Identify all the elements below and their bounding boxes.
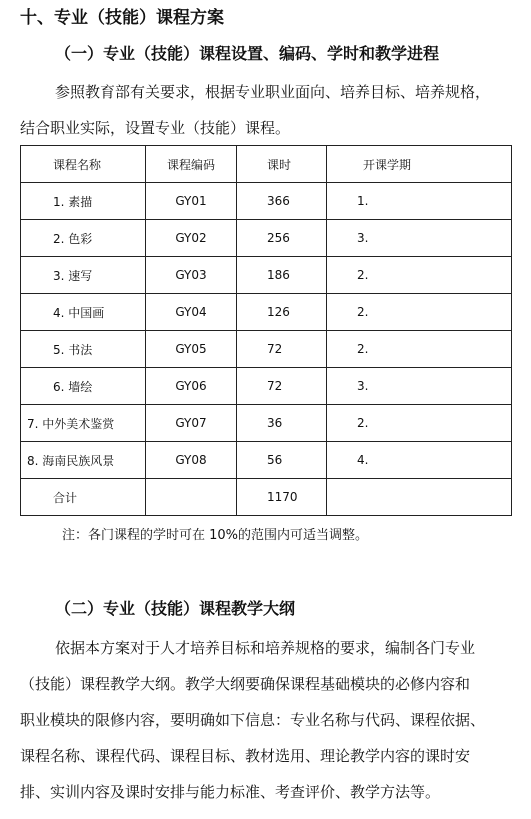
cell-term: 1.	[327, 183, 512, 220]
table-row	[21, 405, 512, 442]
cell-term: 2.	[327, 294, 512, 331]
table-row	[21, 220, 512, 257]
cell-term: 2.	[327, 405, 512, 442]
table-row	[21, 183, 512, 220]
cell-total-hours: 1170	[237, 479, 327, 516]
cell-total-label: 合计	[21, 479, 146, 516]
cell-course-name: 2. 色彩	[21, 220, 146, 257]
cell-course-code: GY02	[146, 220, 237, 257]
header-term: 开课学期	[327, 146, 512, 183]
subsection-title-course-setup: （一）专业（技能）课程设置、编码、学时和教学进程	[55, 44, 440, 63]
cell-course-code: GY03	[146, 257, 237, 294]
cell-term: 4.	[327, 442, 512, 479]
cell-course-name: 6. 墙绘	[21, 368, 146, 405]
paragraph-line: 职业模块的限修内容，要明确如下信息：专业名称与代码、课程依据、	[20, 711, 486, 729]
cell-hours: 56	[237, 442, 327, 479]
cell-course-name: 4. 中国画	[21, 294, 146, 331]
cell-course-name: 5. 书法	[21, 331, 146, 368]
course-table	[20, 145, 512, 516]
cell-course-name: 3. 速写	[21, 257, 146, 294]
cell-hours: 72	[237, 331, 327, 368]
header-hours: 课时	[237, 146, 327, 183]
subsection-title-syllabus: （二）专业（技能）课程教学大纲	[55, 599, 296, 618]
paragraph-line: 结合职业实际，设置专业（技能）课程。	[20, 119, 291, 137]
cell-course-code: GY07	[146, 405, 237, 442]
table-row	[21, 368, 512, 405]
cell-course-code: GY05	[146, 331, 237, 368]
paragraph-line: 依据本方案对于人才培养目标和培养规格的要求，编制各门专业	[55, 639, 476, 657]
cell-term: 2.	[327, 331, 512, 368]
cell-course-name: 1. 素描	[21, 183, 146, 220]
cell-hours: 126	[237, 294, 327, 331]
paragraph-line: （技能）课程教学大纲。教学大纲要确保课程基础模块的必修内容和	[20, 675, 471, 693]
cell-hours: 256	[237, 220, 327, 257]
cell-total-term	[327, 479, 512, 516]
paragraph-line: 参照教育部有关要求，根据专业职业面向、培养目标、培养规格，	[55, 83, 491, 101]
section-heading: 十、专业（技能）课程方案	[20, 8, 224, 28]
header-course-name: 课程名称	[21, 146, 146, 183]
cell-course-name: 7. 中外美术鉴赏	[21, 405, 146, 442]
paragraph-line: 排、实训内容及课时安排与能力标准、考查评价、教学方法等。	[20, 783, 441, 801]
table-row	[21, 294, 512, 331]
cell-term: 3.	[327, 220, 512, 257]
table-row	[21, 331, 512, 368]
cell-term: 3.	[327, 368, 512, 405]
cell-term: 2.	[327, 257, 512, 294]
cell-hours: 36	[237, 405, 327, 442]
cell-course-name: 8. 海南民族风景	[21, 442, 146, 479]
cell-course-code: GY06	[146, 368, 237, 405]
cell-hours: 366	[237, 183, 327, 220]
header-course-code: 课程编码	[146, 146, 237, 183]
paragraph-line: 课程名称、课程代码、课程目标、教材选用、理论教学内容的课时安	[20, 747, 471, 765]
table-header-row	[21, 146, 512, 183]
table-row	[21, 257, 512, 294]
table-note: 注：各门课程的学时可在 10%的范围内可适当调整。	[62, 528, 369, 543]
cell-hours: 72	[237, 368, 327, 405]
table-row	[21, 442, 512, 479]
table-total-row	[21, 479, 512, 516]
cell-course-code: GY08	[146, 442, 237, 479]
cell-hours: 186	[237, 257, 327, 294]
cell-course-code: GY01	[146, 183, 237, 220]
cell-total-code	[146, 479, 237, 516]
cell-course-code: GY04	[146, 294, 237, 331]
